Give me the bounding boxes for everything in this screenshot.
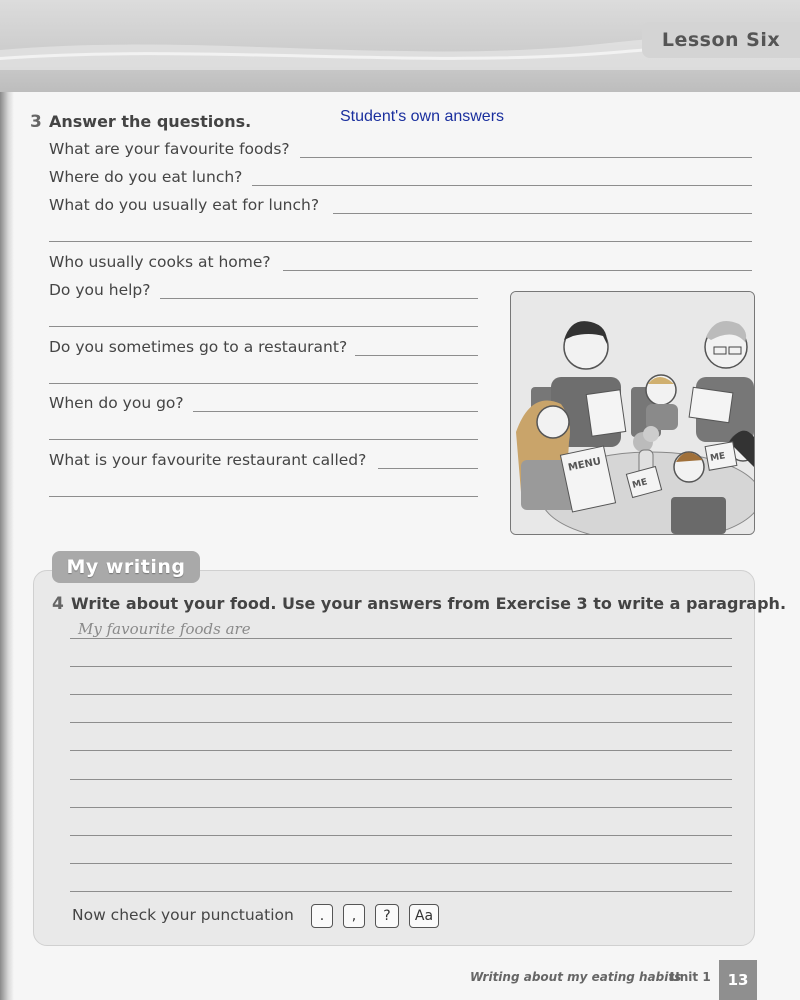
exercise-4-number: 4: [52, 594, 64, 614]
answer-line[interactable]: [283, 270, 752, 271]
exercise-4-title: Write about your food. Use your answers from Exercise 3 to write a paragraph.: [71, 594, 787, 613]
question-do-you-help: Do you help?: [49, 281, 151, 299]
question-favourite-restaurant: What is your favourite restaurant called?: [49, 451, 367, 469]
question-what-lunch: What do you usually eat for lunch?: [49, 196, 320, 214]
punctuation-check-label: Now check your punctuation: [72, 906, 294, 924]
answer-line[interactable]: [49, 326, 478, 327]
question-where-lunch: Where do you eat lunch?: [49, 168, 243, 186]
exercise-3-number: 3: [30, 112, 42, 132]
answer-line[interactable]: [355, 355, 478, 356]
writing-line[interactable]: [70, 666, 732, 667]
answer-line[interactable]: [49, 241, 752, 242]
answer-line[interactable]: [378, 468, 478, 469]
writing-line[interactable]: [70, 638, 732, 639]
answer-line[interactable]: [333, 213, 752, 214]
answer-line[interactable]: [49, 383, 478, 384]
my-writing-tab: My writing: [52, 551, 200, 583]
capital-letters-checkbox[interactable]: Aa: [409, 904, 439, 928]
writing-line[interactable]: [70, 694, 732, 695]
page-number: 13: [719, 960, 757, 1000]
question-when-go: When do you go?: [49, 394, 184, 412]
writing-line[interactable]: [70, 722, 732, 723]
page-binding-shadow: [0, 0, 14, 1000]
answer-line[interactable]: [252, 185, 752, 186]
footer-unit: Unit 1: [670, 970, 711, 984]
menu-label: MENU: [567, 456, 603, 474]
writing-line[interactable]: [70, 891, 732, 892]
writing-line[interactable]: [70, 863, 732, 864]
answer-line[interactable]: [49, 439, 478, 440]
question-mark-checkbox[interactable]: ?: [375, 904, 399, 928]
question-restaurant: Do you sometimes go to a restaurant?: [49, 338, 348, 356]
answer-line[interactable]: [300, 157, 752, 158]
question-who-cooks: Who usually cooks at home?: [49, 253, 271, 271]
answer-line[interactable]: [193, 411, 478, 412]
writing-line[interactable]: [70, 750, 732, 751]
restaurant-family-illustration: [510, 291, 755, 535]
menu-label: ME: [631, 477, 649, 491]
exercise-3-title: Answer the questions.: [49, 112, 252, 131]
comma-checkbox[interactable]: ,: [343, 904, 365, 928]
example-sentence-start: My favourite foods are: [78, 620, 251, 638]
family-restaurant-picture: [511, 292, 754, 534]
lesson-title-tab: Lesson Six: [642, 22, 800, 58]
answer-line[interactable]: [49, 496, 478, 497]
writing-line[interactable]: [70, 807, 732, 808]
answer-line[interactable]: [160, 298, 478, 299]
question-favourite-foods: What are your favourite foods?: [49, 140, 290, 158]
answer-key-note: Student's own answers: [340, 108, 505, 125]
writing-line[interactable]: [70, 779, 732, 780]
writing-line[interactable]: [70, 835, 732, 836]
full-stop-checkbox[interactable]: .: [311, 904, 333, 928]
menu-label: ME: [709, 451, 727, 464]
footer-topic: Writing about my eating habits: [470, 970, 682, 984]
